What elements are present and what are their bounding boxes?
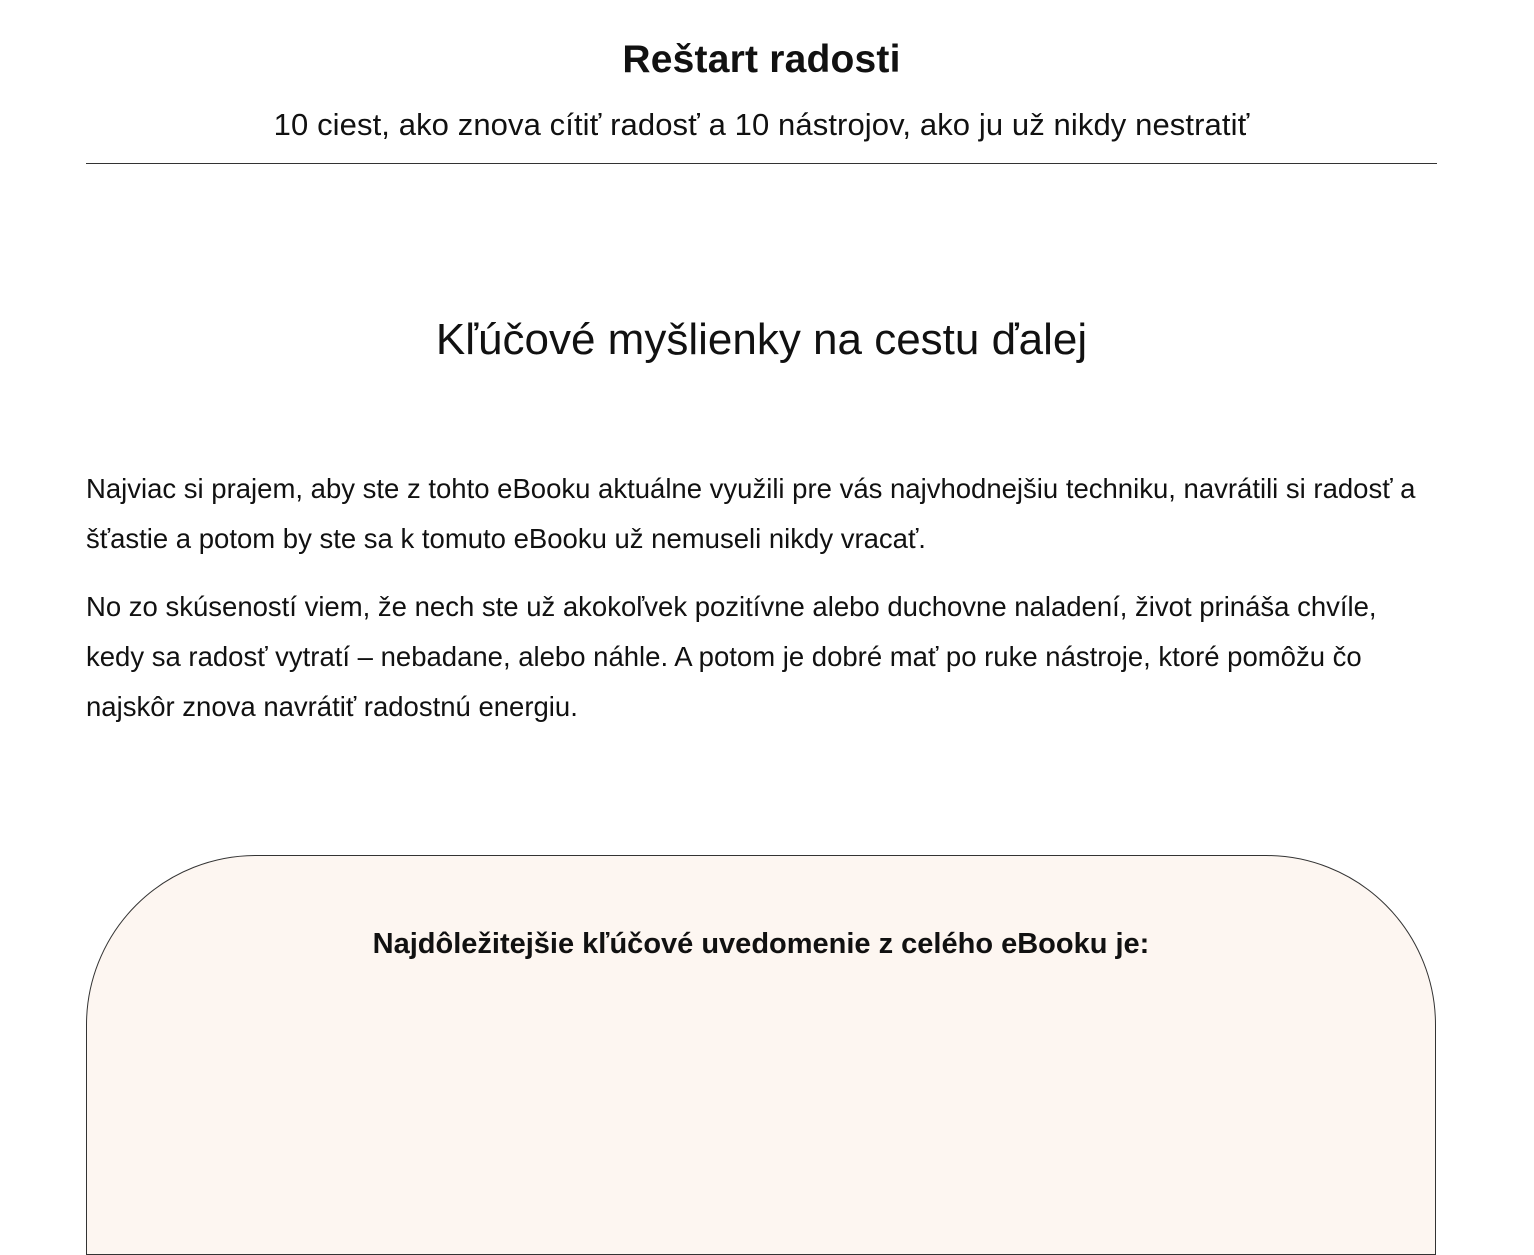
page-header: [86, 0, 1437, 164]
book-subtitle: 10 ciest, ako znova cítiť radosť a 10 nástrojov, ako ju už nikdy nestratiť: [273, 107, 1250, 142]
book-title: Reštart radosti: [622, 38, 901, 81]
intro-paragraph: Najviac si prajem, aby ste z tohto eBooku aktuálne využili pre vás najvhodnejšiu techniku, navrátili si radosť a šťastie a potom by ste sa k tomuto eBooku už nemuseli nikdy vracať.: [86, 473, 1416, 554]
experience-paragraph: No zo skúseností viem, že nech ste už akokoľvek pozitívne alebo duchovne naladení, život prináša chvíle, kedy sa radosť vytratí – nebadane, alebo náhle. A potom je dobré mať po ruke nástroje, ktoré pomôžu čo najskôr znova navrátiť radostnú energiu.: [86, 591, 1377, 722]
callout-heading: Najdôležitejšie kľúčové uvedomenie z celého eBooku je:: [372, 928, 1150, 960]
key-insight-callout: [86, 855, 1436, 1255]
section-heading: Kľúčové myšlienky na cestu ďalej: [435, 315, 1088, 364]
